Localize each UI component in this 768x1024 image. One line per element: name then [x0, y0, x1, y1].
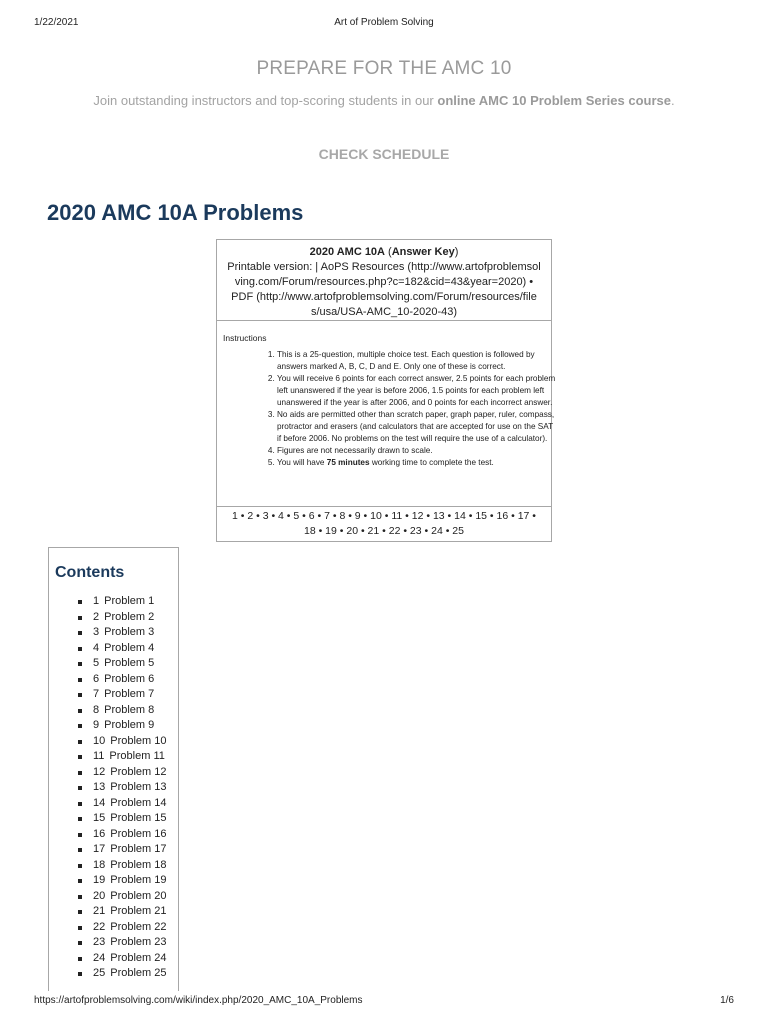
toc-item-number: 14	[93, 796, 106, 809]
print-footer	[34, 995, 734, 1009]
infobox-title-line	[217, 245, 551, 260]
problem-nav-line-2[interactable]: 18 • 19 • 20 • 21 • 22 • 23 • 24 • 25	[303, 525, 464, 537]
toc-item-number: 16	[93, 827, 106, 840]
toc-item-label[interactable]: Problem 18	[110, 858, 167, 871]
toc-item[interactable]	[78, 625, 167, 641]
print-header	[34, 17, 734, 31]
toc-item-label[interactable]: Problem 3	[104, 626, 155, 638]
toc-item-label[interactable]: Problem 4	[104, 641, 155, 654]
infobox-title-open: (	[385, 246, 392, 258]
toc-item-number: 9	[93, 719, 100, 731]
infobox-header	[217, 240, 551, 321]
toc-item-number: 8	[93, 703, 100, 716]
toc-item-number: 3	[93, 626, 100, 638]
instruction-item	[277, 457, 559, 469]
toc-item[interactable]	[78, 951, 167, 967]
print-date: 1/22/2021	[34, 17, 79, 28]
toc-item-label[interactable]: Problem 7	[104, 688, 155, 700]
toc-item[interactable]	[78, 749, 167, 765]
promo-course-link[interactable]: online AMC 10 Problem Series course	[437, 93, 671, 108]
toc-item[interactable]	[78, 765, 167, 781]
problem-nav	[217, 507, 551, 541]
toc-item[interactable]	[78, 811, 167, 827]
toc-item-label[interactable]: Problem 2	[104, 610, 155, 623]
toc-item-number: 22	[93, 920, 106, 933]
toc-item-number: 5	[93, 657, 100, 669]
print-page-number: 1/6	[720, 995, 734, 1006]
print-page-title: Art of Problem Solving	[334, 17, 434, 28]
instruction-item: 3. No aids are permitted other than scratch paper, graph paper, ruler, compass, protractor and erasers (and calculators that are accepted for use on the SAT if before 2006. No problems on the test will require the use of a calculator).	[277, 409, 559, 445]
printable-version-line[interactable]: Printable version: | AoPS Resources (http://www.artofproblemsol	[227, 261, 541, 273]
toc-item-number: 1	[93, 595, 100, 607]
page-title: 2020 AMC 10A Problems	[47, 200, 304, 225]
toc-item[interactable]	[78, 920, 167, 936]
infobox-title: 2020 AMC 10A	[309, 246, 385, 258]
toc-item-label[interactable]: Problem 1	[104, 595, 155, 607]
answer-key-link[interactable]: Answer Key	[391, 246, 455, 258]
toc-item[interactable]	[78, 703, 167, 719]
toc-item-number: 12	[93, 765, 106, 778]
toc-item-label[interactable]: Problem 25	[110, 967, 167, 979]
toc-item[interactable]	[78, 966, 167, 982]
toc-item[interactable]	[78, 796, 167, 812]
problem-nav-line-1[interactable]: 1 • 2 • 3 • 4 • 5 • 6 • 7 • 8 • 9 • 10 • 11 • 12 • 13 • 14 • 15 • 16 • 17 •	[232, 510, 536, 522]
promo-text	[0, 93, 768, 108]
toc-item-number: 25	[93, 967, 106, 979]
toc-item[interactable]	[78, 858, 167, 874]
toc-item-label[interactable]: Problem 12	[110, 765, 167, 778]
toc-item-label[interactable]: Problem 19	[110, 874, 167, 886]
toc-item-number: 13	[93, 781, 106, 793]
promo-title: PREPARE FOR THE AMC 10	[256, 58, 512, 79]
toc-item[interactable]	[78, 873, 167, 889]
toc-item[interactable]	[78, 904, 167, 920]
toc-item[interactable]	[78, 827, 167, 843]
toc-item-label[interactable]: Problem 24	[110, 951, 167, 964]
toc-item-label[interactable]: Problem 10	[110, 734, 167, 747]
toc-item[interactable]	[78, 842, 167, 858]
instruction-time-after: working time to complete the test.	[369, 458, 494, 467]
toc-item[interactable]	[78, 889, 167, 905]
pdf-link-cont[interactable]: s/usa/USA-AMC_10-2020-43)	[310, 306, 458, 318]
instruction-item: 1. This is a 25-question, multiple choice test. Each question is followed by answers marked A, B, C, D and E. Only one of these is correct.	[277, 349, 559, 373]
toc-item-number: 17	[93, 843, 106, 855]
toc-item-number: 18	[93, 858, 106, 871]
toc-item-label[interactable]: Problem 23	[110, 936, 167, 948]
promo-text-after: .	[670, 93, 675, 108]
instruction-item: 4. Figures are not necessarily drawn to scale.	[277, 445, 559, 457]
toc-item-label[interactable]: Problem 6	[104, 672, 155, 685]
toc-item-number: 2	[93, 610, 100, 623]
toc-item-label[interactable]: Problem 14	[110, 796, 167, 809]
toc-item[interactable]	[78, 935, 167, 951]
toc-item[interactable]	[78, 656, 167, 672]
aops-resources-link[interactable]: ving.com/Forum/resources.php?c=182&cid=43&year=2020) •	[234, 276, 534, 288]
toc-title: Contents	[55, 564, 125, 581]
toc-item-label[interactable]: Problem 17	[110, 843, 167, 855]
toc-item-label[interactable]: Problem 21	[110, 905, 167, 917]
instructions-section	[217, 322, 556, 507]
toc-item[interactable]	[78, 734, 167, 750]
toc-item-label[interactable]: Problem 5	[104, 657, 155, 669]
check-schedule-button[interactable]: CHECK SCHEDULE	[318, 146, 450, 162]
pdf-link[interactable]: PDF (http://www.artofproblemsolving.com/Forum/resources/file	[231, 291, 537, 303]
toc-item-number: 24	[93, 951, 106, 964]
toc-item-label[interactable]: Problem 22	[110, 920, 167, 933]
toc-item-number: 11	[93, 750, 105, 762]
toc-item-number: 19	[93, 874, 106, 886]
toc-item[interactable]	[78, 687, 167, 703]
toc-item-label[interactable]: Problem 16	[110, 827, 167, 840]
toc-item-label[interactable]: Problem 20	[110, 889, 167, 902]
instruction-time-bold: 75 minutes	[326, 458, 370, 467]
instruction-time-before: You will have	[277, 458, 327, 467]
instructions-list	[261, 349, 559, 469]
promo-text-before: Join outstanding instructors and top-scoring students in our	[93, 93, 438, 108]
toc-item-label[interactable]: Problem 11	[109, 750, 165, 762]
toc-item[interactable]	[78, 672, 167, 688]
toc-item[interactable]	[78, 594, 167, 610]
instructions-label: Instructions	[223, 333, 267, 343]
toc-item-label[interactable]: Problem 15	[110, 812, 167, 824]
problems-infobox	[216, 239, 556, 542]
toc-item[interactable]	[78, 641, 167, 657]
toc-item[interactable]	[78, 718, 167, 734]
toc-item-label[interactable]: Problem 8	[104, 703, 155, 716]
toc-item-number: 21	[93, 905, 106, 917]
toc-item-number: 4	[93, 641, 100, 654]
infobox-title-close: )	[454, 246, 459, 258]
table-of-contents	[48, 547, 179, 991]
toc-item-number: 15	[93, 812, 106, 824]
toc-item[interactable]	[78, 780, 167, 796]
instruction-item: 2. You will receive 6 points for each correct answer, 2.5 points for each problem left unanswered if the year is before 2006, 1.5 points for each problem left unanswered if the year is after 2006, and 0 points for each incorrect answer.	[277, 373, 559, 409]
toc-item-label[interactable]: Problem 9	[104, 719, 155, 731]
toc-item-number: 6	[93, 672, 100, 685]
toc-item-number: 10	[93, 734, 106, 747]
toc-item-number: 7	[93, 688, 100, 700]
toc-item-label[interactable]: Problem 13	[110, 781, 167, 793]
print-url: https://artofproblemsolving.com/wiki/index.php/2020_AMC_10A_Problems	[34, 995, 363, 1006]
toc-item-number: 23	[93, 936, 106, 948]
toc-item[interactable]	[78, 610, 167, 626]
toc-item-number: 20	[93, 889, 106, 902]
toc-list	[78, 594, 167, 982]
